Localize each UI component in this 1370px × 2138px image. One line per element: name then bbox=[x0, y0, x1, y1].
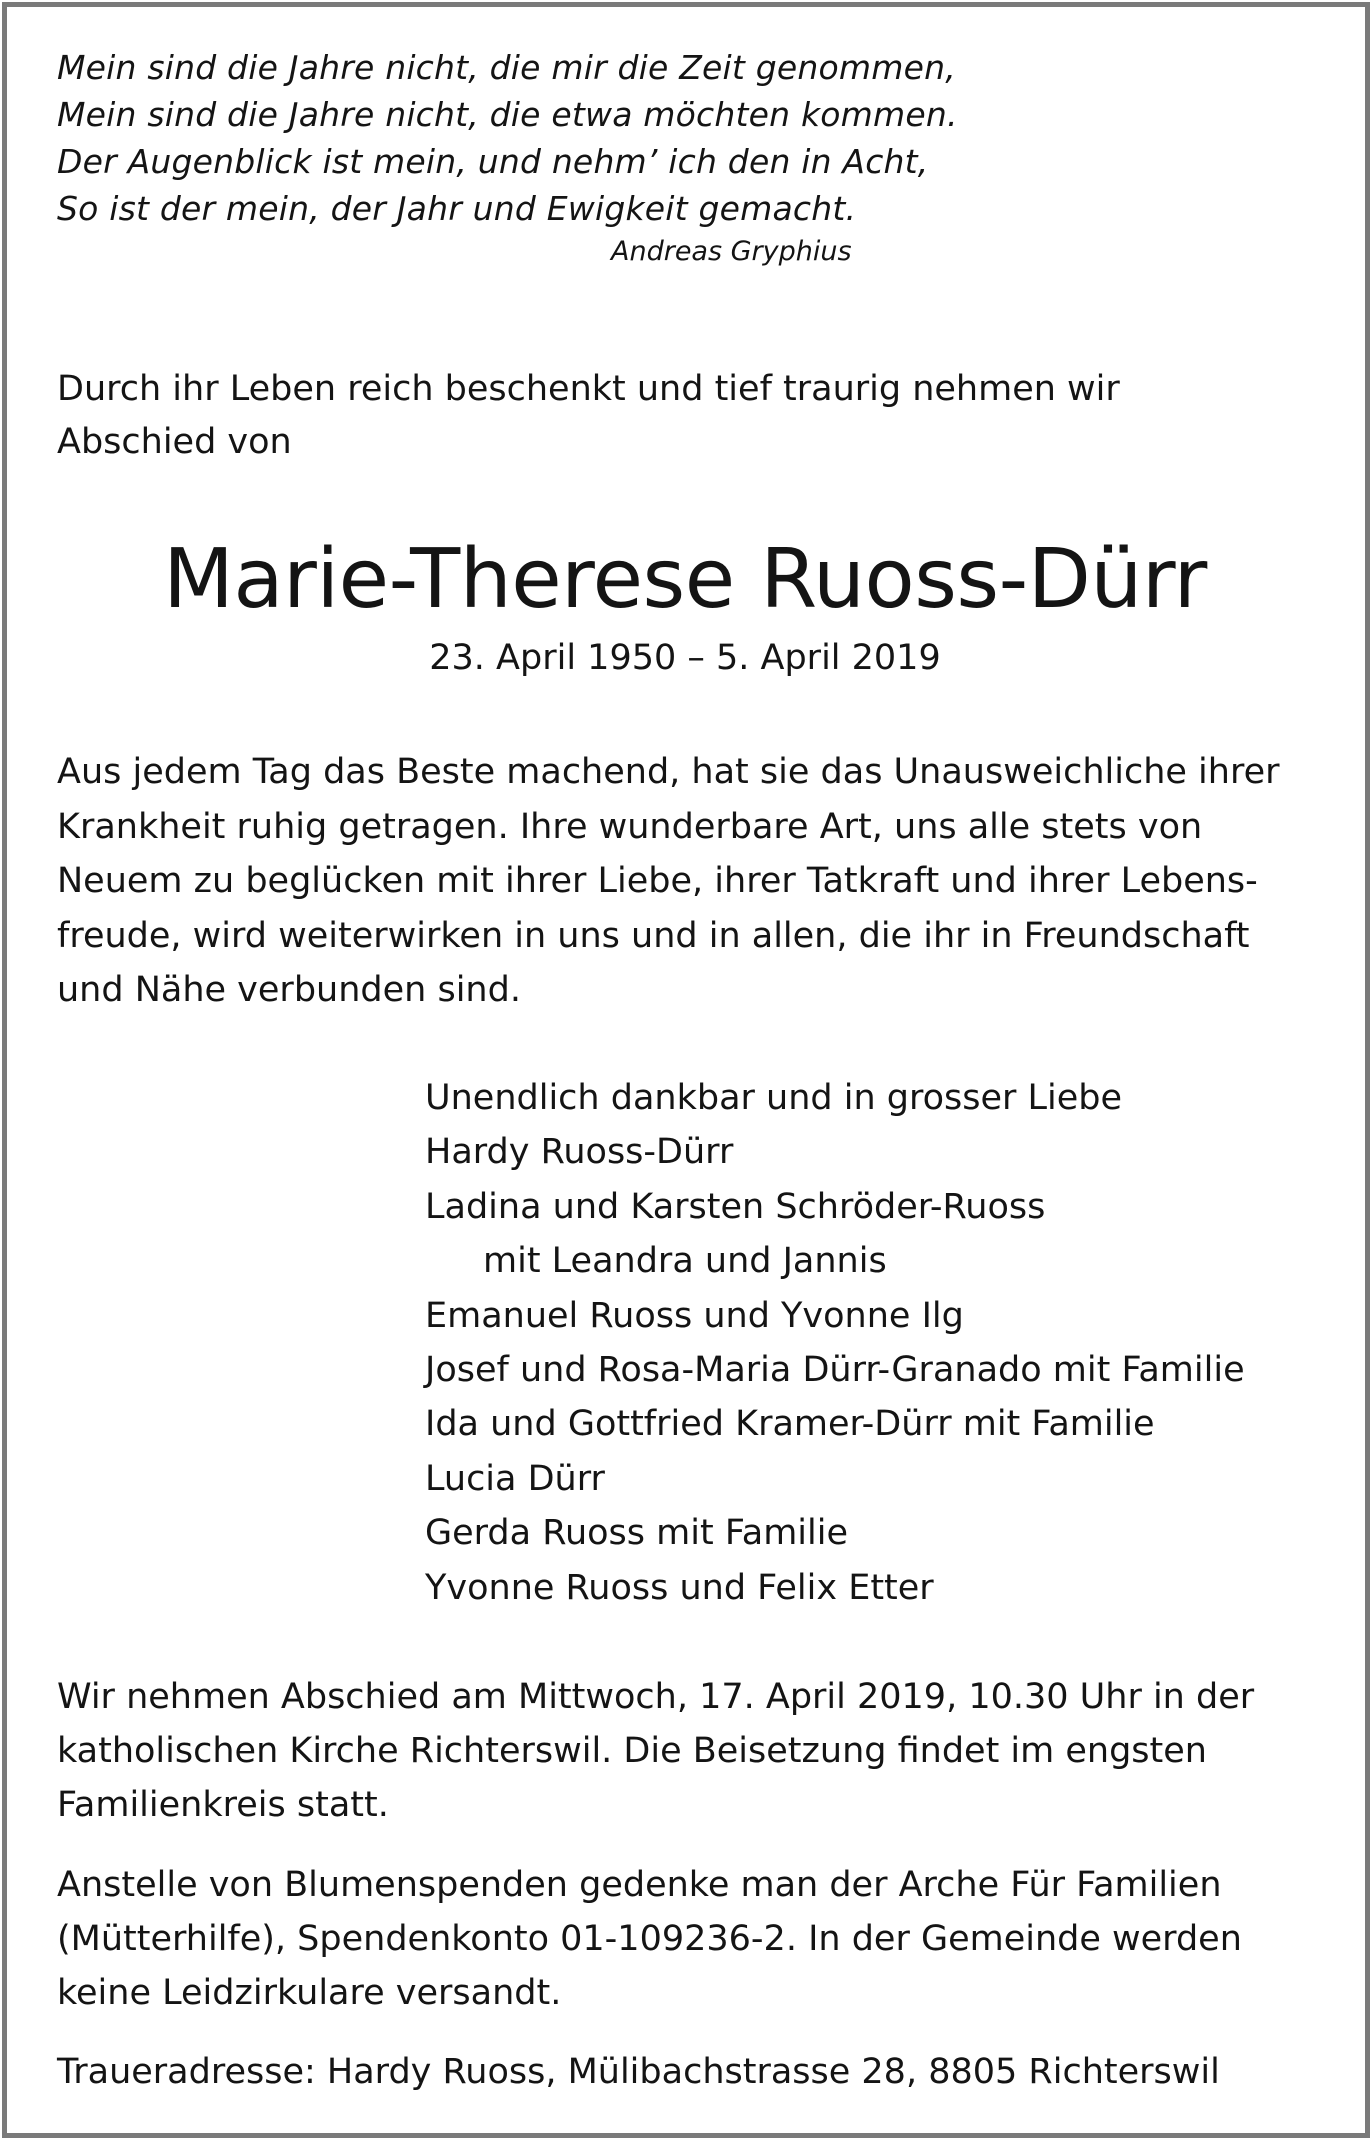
tribute-line: Neuem zu beglücken mit ihrer Liebe, ihrer Tatkraft und ihrer Lebens- bbox=[57, 861, 1258, 901]
mourner-entry: Lucia Dürr bbox=[425, 1458, 605, 1499]
tribute-line: und Nähe verbunden sind. bbox=[57, 970, 521, 1010]
poem-line: Mein sind die Jahre nicht, die etwa möchten kommen. bbox=[57, 95, 958, 134]
tribute-line: Krankheit ruhig getragen. Ihre wunderbare Art, uns alle stets von bbox=[57, 806, 1203, 847]
intro-line: Durch ihr Leben reich beschenkt und tief traurig nehmen wir bbox=[57, 369, 1120, 409]
mourner-entry: Josef und Rosa-Maria Dürr-Granado mit Familie bbox=[425, 1350, 1245, 1391]
mourner-entry: Ladina und Karsten Schröder-Ruoss bbox=[425, 1186, 1046, 1227]
service-line: katholischen Kirche Richterswil. Die Beisetzung findet im engsten bbox=[57, 1731, 1207, 1771]
tribute-line: Aus jedem Tag das Beste machend, hat sie das Unausweichliche ihrer bbox=[57, 752, 1280, 792]
poem-author: Andreas Gryphius bbox=[611, 236, 852, 267]
mourners-heading: Unendlich dankbar und in grosser Liebe bbox=[425, 1078, 1123, 1118]
mourner-entry: Gerda Ruoss mit Familie bbox=[425, 1513, 848, 1554]
mourning-address: Traueradresse: Hardy Ruoss, Mülibachstrasse 28, 8805 Richterswil bbox=[57, 2052, 1220, 2092]
donation-line: keine Leidzirkulare versandt. bbox=[57, 1973, 562, 2013]
intro-text bbox=[57, 363, 1120, 469]
tribute-paragraph bbox=[57, 745, 1280, 1018]
service-line: Familienkreis statt. bbox=[57, 1785, 389, 1825]
poem-line: Der Augenblick ist mein, und nehm’ ich den in Acht, bbox=[57, 142, 929, 181]
deceased-dates: 23. April 1950 – 5. April 2019 bbox=[429, 638, 941, 678]
intro-line: Abschied von bbox=[57, 422, 292, 462]
tribute-line: freude, wird weiterwirken in uns und in allen, die ihr in Freundschaft bbox=[57, 915, 1250, 956]
service-line: Wir nehmen Abschied am Mittwoch, 17. April 2019, 10.30 Uhr in der bbox=[57, 1677, 1255, 1717]
poem-line: So ist der mein, der Jahr und Ewigkeit gemacht. bbox=[57, 189, 857, 228]
donation-line: Anstelle von Blumenspenden gedenke man der Arche Für Familien bbox=[57, 1865, 1222, 1905]
donation-info bbox=[57, 1858, 1242, 2020]
poem-line: Mein sind die Jahre nicht, die mir die Zeit genommen, bbox=[57, 48, 956, 87]
mourner-entry: Hardy Ruoss-Dürr bbox=[425, 1132, 734, 1173]
mourner-entry: Yvonne Ruoss und Felix Etter bbox=[425, 1567, 934, 1608]
mourner-entry: Ida und Gottfried Kramer-Dürr mit Familie bbox=[425, 1404, 1155, 1445]
mourner-entry: Emanuel Ruoss und Yvonne Ilg bbox=[425, 1295, 964, 1336]
service-info bbox=[57, 1670, 1254, 1832]
poem bbox=[57, 44, 958, 232]
mourners-list bbox=[425, 1071, 1245, 1615]
deceased-name: Marie-Therese Ruoss-Dürr bbox=[163, 532, 1207, 627]
mourner-entry-sub: mit Leandra und Jannis bbox=[483, 1241, 887, 1282]
donation-line: (Mütterhilfe), Spendenkonto 01-109236-2. In der Gemeinde werden bbox=[57, 1919, 1242, 1959]
